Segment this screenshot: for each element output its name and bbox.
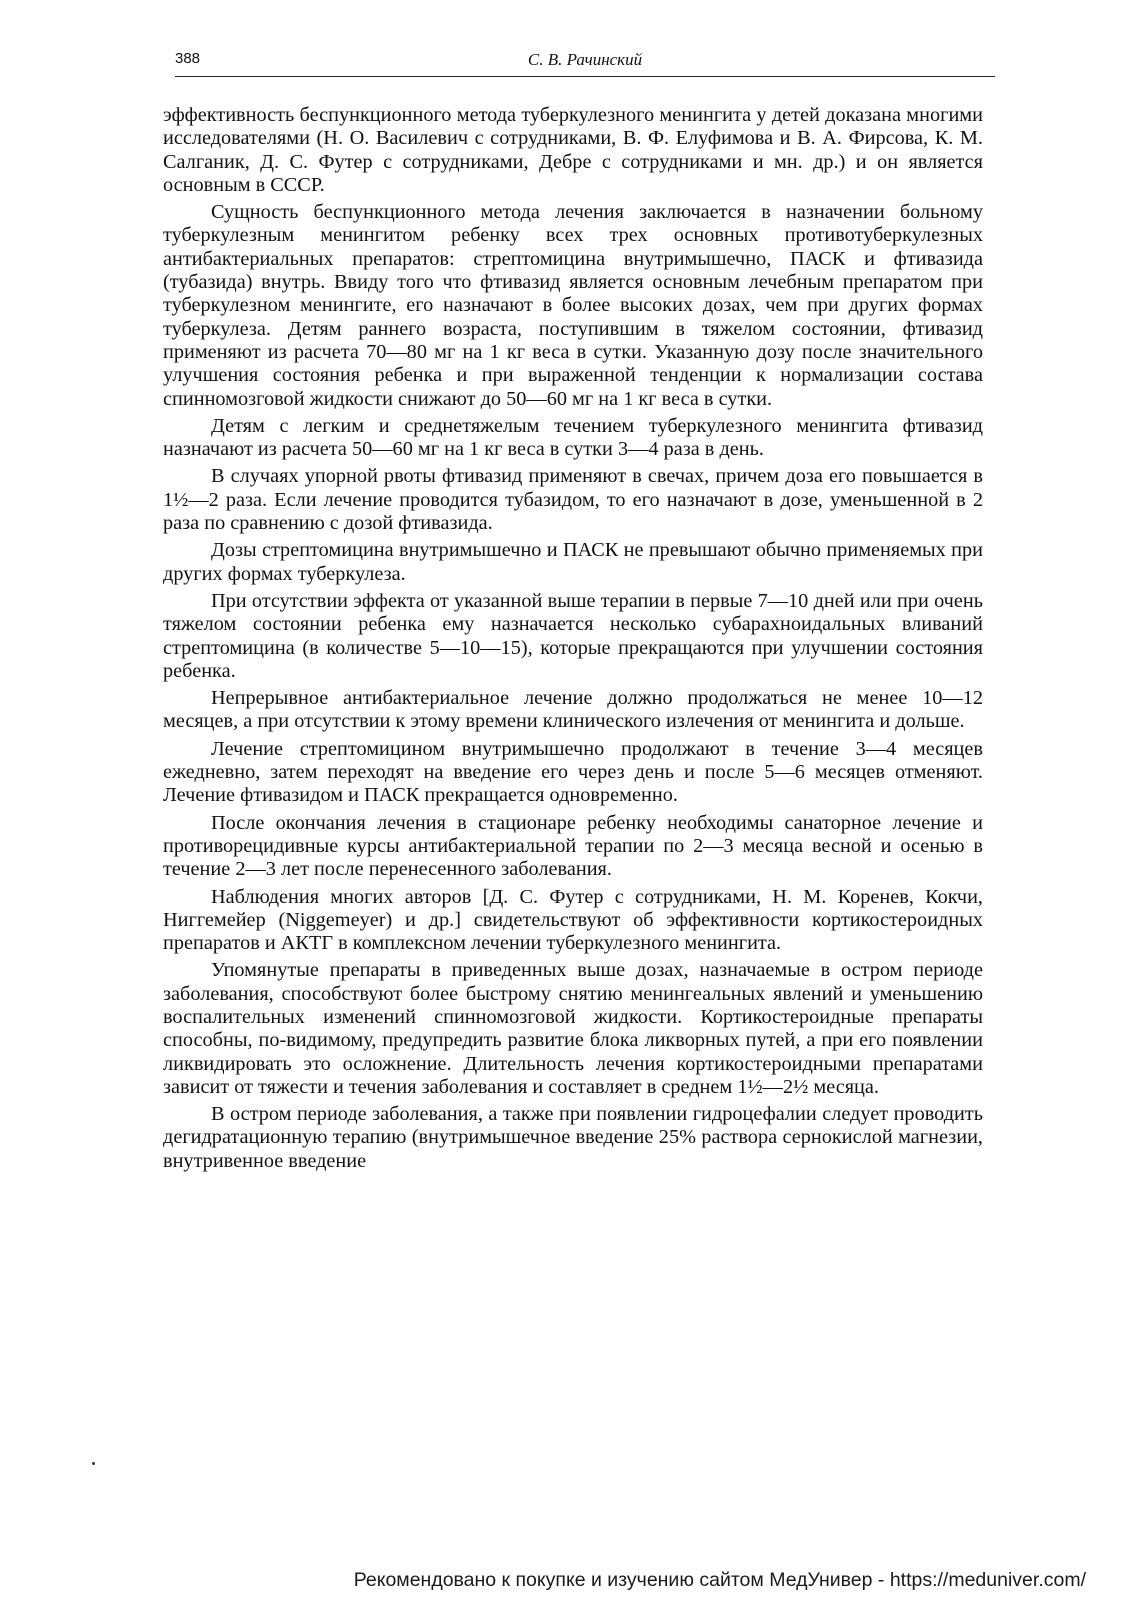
paragraph: Наблюдения многих авторов [Д. С. Футер с сотрудниками, Н. М. Коренев, Кокчи, Ниггемейер (Niggemeyer) и др.] свидетельствуют об эффективности кортикостероидных препаратов и АКТГ в комплексном лечении туберкулезного менингита.	[163, 885, 983, 955]
page-header	[175, 46, 995, 77]
paragraph: При отсутствии эффекта от указанной выше терапии в первые 7—10 дней или при очень тяжелом состоянии ребенка ему назначается несколько субарахноидальных вливаний стрептомицина (в количестве 5—10—15), которые прекращаются при улучшении состояния ребенка.	[163, 589, 983, 682]
paragraph: Лечение стрептомицином внутримышечно продолжают в течение 3—4 месяцев ежедневно, затем переходят на введение его через день и после 5—6 месяцев отменяют. Лечение фтивазидом и ПАСК прекращается одновременно.	[163, 737, 983, 807]
paragraph: После окончания лечения в стационаре ребенку необходимы санаторное лечение и противорецидивные курсы антибактериальной терапии по 2—3 месяца весной и осенью в течение 2—3 лет после перенесенного заболевания.	[163, 811, 983, 881]
scan-speck	[92, 1462, 95, 1465]
running-title: С. В. Рачинский	[527, 50, 643, 69]
paragraph: Дозы стрептомицина внутримышечно и ПАСК не превышают обычно применяемых при других формах туберкулеза.	[163, 539, 983, 585]
footer-watermark: Рекомендовано к покупке и изучению сайтом МедУнивер - https://meduniver.com/	[353, 1569, 1086, 1591]
paragraph: В случаях упорной рвоты фтивазид применяют в свечах, причем доза его повышается в 1½—2 раза. Если лечение проводится тубазидом, то его назначают в дозе, уменьшенной в 2 раза по сравнению с дозой фтивазида.	[163, 465, 983, 535]
paragraph: В остром периоде заболевания, а также при появлении гидроцефалии следует проводить дегидратационную терапию (внутримышечное введение 25% раствора сернокислой магнезии, внутривенное введение	[163, 1103, 983, 1172]
body-text	[163, 104, 983, 1177]
paragraph: Сущность беспункционного метода лечения заключается в назначении больному туберкулезным менингитом ребенку всех трех основных противотуберкулезных антибактериальных препаратов: стрептомицина внутримышечно, ПАСК и фтивазида (тубазида) внутрь. Ввиду того что фтивазид является основным лечебным препаратом при туберкулезном менингите, его назначают в более высоких дозах, чем при других формах туберкулеза. Детям раннего возраста, поступившим в тяжелом состоянии, фтивазид применяют из расчета 70—80 мг на 1 кг веса в сутки. Указанную дозу после значительного улучшения состояния ребенка и при выраженной тенденции к нормализации состава спинномозговой жидкости снижают до 50—60 мг на 1 кг веса в сутки.	[163, 201, 983, 410]
paragraph: эффективность беспункционного метода туберкулезного менингита у детей доказана многими исследователями (Н. О. Василевич с сотрудниками, В. Ф. Елуфимова и В. А. Фирсова, К. М. Салганик, Д. С. Футер с сотрудниками, Дебре с сотрудниками и мн. др.) и он является основным в СССР.	[163, 104, 983, 196]
paragraph: Детям с легким и среднетяжелым течением туберкулезного менингита фтивазид назначают из расчета 50—60 мг на 1 кг веса в сутки 3—4 раза в день.	[163, 414, 983, 461]
paragraph: Непрерывное антибактериальное лечение должно продолжаться не менее 10—12 месяцев, а при отсутствии к этому времени клинического излечения от менингита и дольше.	[163, 687, 983, 733]
page-number: 388	[175, 50, 201, 67]
paragraph: Упомянутые препараты в приведенных выше дозах, назначаемые в остром периоде заболевания, способствуют более быстрому снятию менингеальных явлений и уменьшению воспалительных изменений спинномозговой жидкости. Кортикостероидные препараты способны, по-видимому, предупредить развитие блока ликворных путей, а при его появлении ликвидировать это осложнение. Длительность лечения кортикостероидными препаратами зависит от тяжести и течения заболевания и составляет в среднем 1½—2½ месяца.	[163, 959, 983, 1098]
